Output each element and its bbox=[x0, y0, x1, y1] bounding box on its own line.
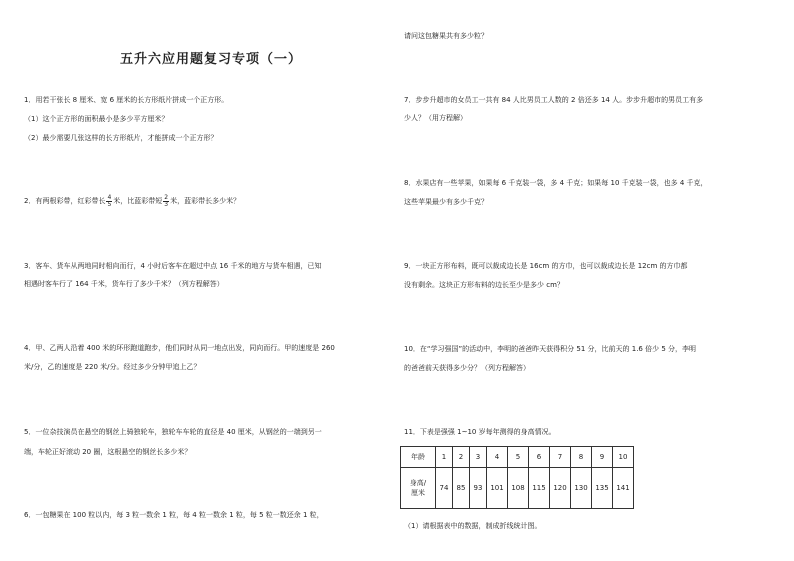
table-cell-age: 1 bbox=[436, 447, 453, 468]
question-7-line2: 少人？（用方程解） bbox=[404, 114, 467, 122]
table-cell-age: 10 bbox=[613, 447, 634, 468]
question-9-line1: 9．一块正方形布料，既可以裁成边长是 16cm 的方巾，也可以裁成边长是 12cm 的方巾都 bbox=[404, 262, 688, 270]
question-8-line1: 8．水果店有一些苹果，如果每 6 千克装一袋，多 4 千克；如果每 10 千克装一袋，也多 4 千克， bbox=[404, 179, 708, 187]
question-2-part1: 2．有两根彩带，红彩带长 bbox=[24, 197, 106, 205]
table-cell-height: 135 bbox=[592, 468, 613, 509]
fraction-two-thirds bbox=[163, 195, 169, 208]
table-cell-age: 7 bbox=[550, 447, 571, 468]
table-cell-height: 115 bbox=[529, 468, 550, 509]
table-cell-age: 2 bbox=[453, 447, 470, 468]
table-header-age: 年龄 bbox=[401, 447, 436, 468]
fraction-numerator: 2 bbox=[164, 193, 169, 201]
table-cell-height: 141 bbox=[613, 468, 634, 509]
fraction-denominator: 5 bbox=[107, 200, 112, 208]
continued-question-line: 请问这包糖果共有多少粒？ bbox=[404, 32, 488, 40]
question-1-stem: 1．用若干张长 8 厘米、宽 6 厘米的长方形纸片拼成一个正方形。 bbox=[24, 96, 229, 104]
table-cell-age: 4 bbox=[487, 447, 508, 468]
table-cell-age: 9 bbox=[592, 447, 613, 468]
table-cell-height: 74 bbox=[436, 468, 453, 509]
fraction-four-fifths bbox=[106, 195, 112, 208]
height-table bbox=[400, 446, 634, 509]
question-10-line1: 10．在“学习强国”的活动中，李明的爸爸昨天获得积分 51 分，比前天的 1.6 倍少 5 分，李明 bbox=[404, 345, 697, 353]
fraction-denominator: 3 bbox=[164, 200, 169, 208]
question-1-sub2: （2）最少需要几张这样的长方形纸片，才能拼成一个正方形？ bbox=[24, 134, 218, 142]
fraction-numerator: 4 bbox=[107, 193, 112, 201]
table-cell-age: 6 bbox=[529, 447, 550, 468]
table-cell-height: 93 bbox=[470, 468, 487, 509]
table-header-height-line1: 身高/ bbox=[409, 479, 427, 487]
table-row-age bbox=[401, 447, 634, 468]
table-cell-age: 5 bbox=[508, 447, 529, 468]
table-cell-age: 8 bbox=[571, 447, 592, 468]
table-cell-height: 108 bbox=[508, 468, 529, 509]
question-11-sub1: （1）请根据表中的数据，制成折线统计图。 bbox=[404, 522, 542, 530]
question-3-line2: 相遇时客车行了 164 千米，货车行了多少千米？（列方程解答） bbox=[24, 280, 224, 288]
table-cell-height: 120 bbox=[550, 468, 571, 509]
question-2-part3: 米，蓝彩带长多少米？ bbox=[170, 197, 241, 205]
question-4-line1: 4．甲、乙两人沿着 400 米的环形跑道跑步，他们同时从同一地点出发，同向而行。甲的速度是 260 bbox=[24, 344, 335, 352]
question-9-line2: 没有剩余。这块正方形布料的边长至少是多少 cm？ bbox=[404, 281, 564, 289]
question-7-line1: 7．步步升超市的女员工一共有 84 人比男员工人数的 2 倍还多 14 人。步步升超市的男员工有多 bbox=[404, 96, 704, 104]
table-header-height-line2: 厘米 bbox=[410, 489, 425, 497]
question-2-part2: 米，比蓝彩带短 bbox=[113, 197, 163, 205]
page-title: 五升六应用题复习专项（一） bbox=[120, 52, 303, 67]
question-5-line2: 端，车轮正好滚动 20 圈，这根悬空的钢丝长多少米？ bbox=[24, 448, 192, 456]
table-row-height bbox=[401, 468, 634, 509]
table-cell-height: 101 bbox=[487, 468, 508, 509]
table-cell-age: 3 bbox=[470, 447, 487, 468]
question-11-stem: 11．下表是强强 1~10 岁每年测得的身高情况。 bbox=[404, 428, 556, 436]
question-5-line1: 5．一位杂技演员在悬空的钢丝上骑独轮车，独轮车车轮的直径是 40 厘米，从钢丝的一端到另一 bbox=[24, 428, 322, 436]
question-10-line2: 的爸爸前天获得多少分？（列方程解答） bbox=[404, 364, 530, 372]
question-8-line2: 这些苹果最少有多少千克？ bbox=[404, 198, 488, 206]
question-3-line1: 3．客车、货车从两地同时相向而行，4 小时后客车在超过中点 16 千米的地方与货车相遇，已知 bbox=[24, 262, 322, 270]
table-cell-height: 130 bbox=[571, 468, 592, 509]
table-cell-height: 85 bbox=[453, 468, 470, 509]
table-header-height bbox=[401, 468, 436, 509]
question-2 bbox=[24, 194, 240, 208]
question-4-line2: 米/分，乙的速度是 220 米/分。经过多少分钟甲追上乙？ bbox=[24, 363, 201, 371]
question-6-line1: 6．一包糖果在 100 粒以内，每 3 粒一数余 1 粒，每 4 粒一数余 1 粒，每 5 粒一数还余 1 粒， bbox=[24, 511, 324, 519]
question-1-sub1: （1）这个正方形的面积最小是多少平方厘米？ bbox=[24, 115, 169, 123]
